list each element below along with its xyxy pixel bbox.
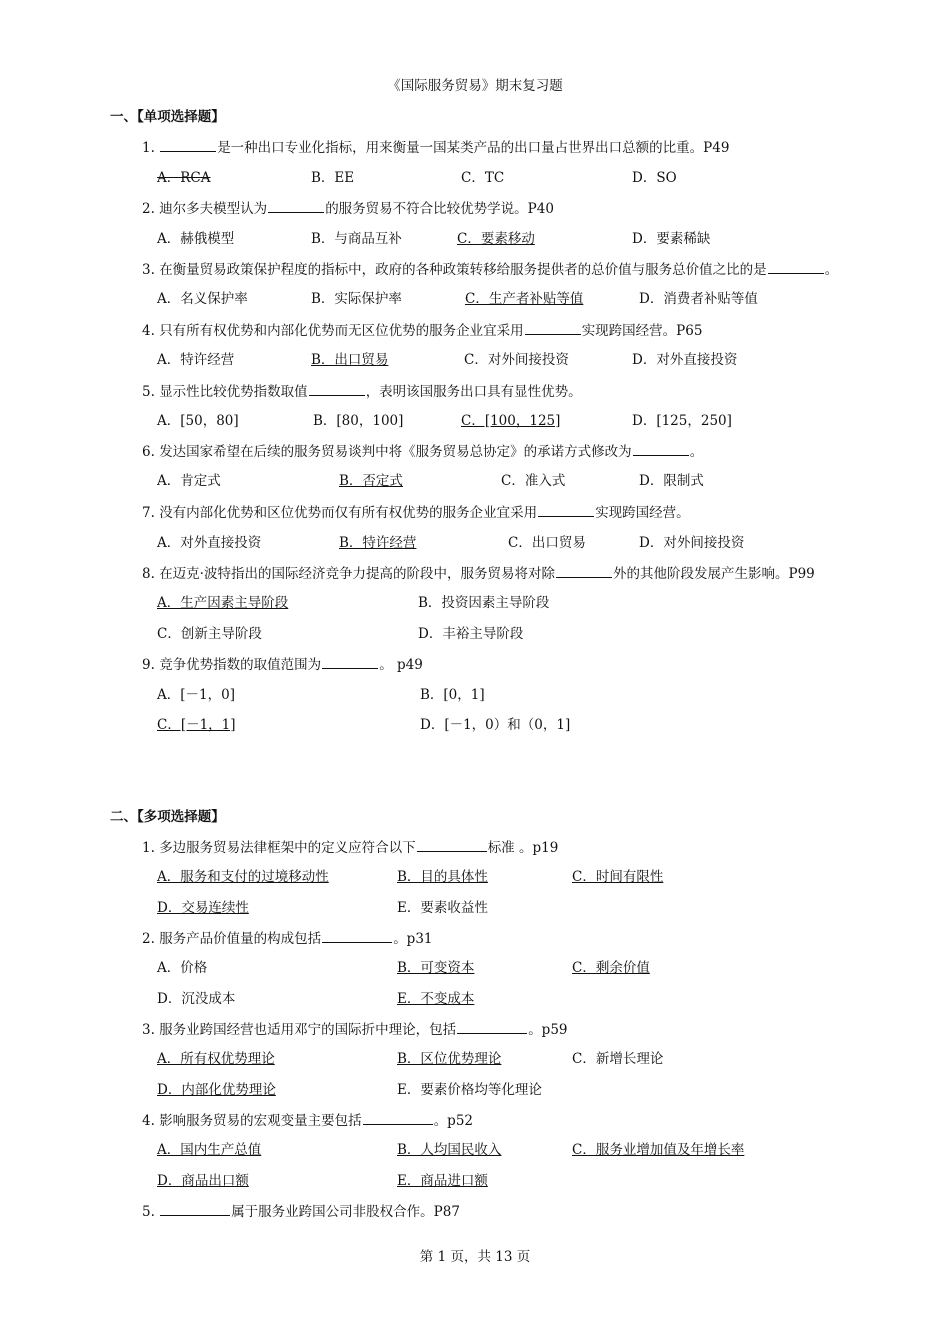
- question-multi-1: [142, 838, 558, 857]
- option-c: C．时间有限性: [572, 869, 664, 885]
- question-text-post: 。p31: [393, 931, 433, 947]
- options-row: [0, 534, 950, 552]
- option-b: B．出口贸易: [311, 352, 389, 368]
- option-c: C．服务业增加值及年增长率: [572, 1142, 745, 1158]
- options-row: [0, 230, 950, 248]
- question-single-7: [142, 503, 690, 522]
- question-single-8: [142, 564, 815, 583]
- answer-blank: [322, 655, 378, 669]
- option-d: D．对外直接投资: [632, 352, 738, 368]
- question-number: 2.: [142, 931, 155, 947]
- question-text-pre: 影响服务贸易的宏观变量主要包括: [159, 1113, 362, 1129]
- option-c: C．要素移动: [457, 231, 535, 247]
- option-a: A．名义保护率: [157, 291, 248, 307]
- option-a: A．服务和支付的过境移动性: [157, 869, 329, 885]
- option-d: D．限制式: [639, 473, 704, 489]
- options-row: [0, 472, 950, 490]
- question-text-pre: 服务业跨国经营也适用邓宁的国际折中理论，包括: [159, 1022, 457, 1038]
- option-c: C．[100，125]: [461, 413, 561, 429]
- question-single-3: [142, 260, 838, 279]
- option-d: D．内部化优势理论: [157, 1082, 276, 1098]
- option-c: C．[－1，1]: [157, 717, 236, 733]
- option-d: D．对外间接投资: [639, 535, 745, 551]
- option-b: B．可变资本: [397, 960, 475, 976]
- option-b: B．[0，1]: [420, 687, 485, 703]
- option-d: D．要素稀缺: [632, 231, 711, 247]
- question-text-pre: 服务产品价值量的构成包括: [159, 931, 322, 947]
- page-title: 《国际服务贸易》期末复习题: [387, 78, 563, 94]
- question-number: 9.: [142, 657, 155, 673]
- options-row: [0, 412, 950, 430]
- option-d: D．消费者补贴等值: [639, 291, 758, 307]
- option-a: A．特许经营: [157, 352, 235, 368]
- answer-blank: [309, 382, 365, 396]
- option-b: B．否定式: [339, 473, 403, 489]
- question-text-post: 。 p49: [379, 657, 423, 673]
- question-text-pre: 在衡量贸易政策保护程度的指标中，政府的各种政策转移给服务提供者的总价值与服务总价值之比的是: [159, 262, 767, 278]
- options-row: [0, 716, 950, 734]
- option-c: C．剩余价值: [572, 960, 650, 976]
- question-text-post: 标准 。p19: [487, 840, 559, 856]
- option-a: A．对外直接投资: [157, 535, 262, 551]
- option-b: B．投资因素主导阶段: [418, 595, 550, 611]
- options-row: [0, 1050, 950, 1068]
- question-text-pre: 竞争优势指数的取值范围为: [159, 657, 322, 673]
- option-d: D．[125，250]: [632, 413, 732, 429]
- option-b: B．特许经营: [339, 535, 417, 551]
- option-a: A．[－1，0]: [157, 687, 235, 703]
- question-number: 5.: [142, 384, 155, 400]
- option-a: A．RCA: [157, 170, 211, 186]
- question-text-post: 。p52: [433, 1113, 474, 1129]
- answer-blank: [768, 260, 824, 274]
- option-e: E．商品进口额: [397, 1173, 488, 1189]
- question-text-post: 实现跨国经营。P65: [581, 323, 703, 339]
- question-number: 3.: [142, 262, 155, 278]
- options-row: [0, 990, 950, 1008]
- option-a: A．生产因素主导阶段: [157, 595, 289, 611]
- option-b: B．区位优势理论: [397, 1051, 502, 1067]
- question-number: 7.: [142, 505, 155, 521]
- question-text-post: 外的其他阶段发展产生影响。P99: [612, 566, 815, 582]
- option-d: D．商品出口额: [157, 1173, 249, 1189]
- options-row: [0, 1172, 950, 1190]
- question-multi-5: [142, 1202, 460, 1221]
- question-text-post: 实现跨国经营。: [595, 505, 690, 521]
- question-text-pre: 显示性比较优势指数取值: [159, 384, 308, 400]
- question-number: 1.: [142, 840, 155, 856]
- question-text-pre: 只有所有权优势和内部化优势而无区位优势的服务企业宜采用: [159, 323, 524, 339]
- question-single-5: [142, 382, 582, 401]
- options-row: [0, 594, 950, 612]
- option-b: B．实际保护率: [311, 291, 402, 307]
- answer-blank: [363, 1111, 433, 1125]
- answer-blank: [160, 138, 216, 152]
- options-row: [0, 1081, 950, 1099]
- question-single-9: [142, 655, 423, 674]
- options-row: [0, 169, 950, 187]
- options-row: [0, 625, 950, 643]
- options-row: [0, 290, 950, 308]
- question-text-post: 。p59: [528, 1022, 568, 1038]
- option-d: D．沉没成本: [157, 991, 236, 1007]
- option-b: B．与商品互补: [311, 231, 402, 247]
- question-text-pre: 发达国家希望在后续的服务贸易谈判中将《服务贸易总协定》的承诺方式修改为: [159, 444, 632, 460]
- question-number: 4.: [142, 323, 155, 339]
- options-row: [0, 868, 950, 886]
- option-a: A．肯定式: [157, 473, 221, 489]
- option-e: E．要素价格均等化理论: [397, 1082, 542, 1098]
- option-c: C．生产者补贴等值: [465, 291, 584, 307]
- option-c: C．准入式: [501, 473, 566, 489]
- option-c: C．对外间接投资: [464, 352, 569, 368]
- question-number: 2.: [142, 201, 155, 217]
- option-a: A．国内生产总值: [157, 1142, 262, 1158]
- answer-blank: [633, 442, 689, 456]
- answer-blank: [268, 199, 324, 213]
- question-single-2: [142, 199, 554, 218]
- question-single-6: [142, 442, 703, 461]
- question-text-pre: 在迈克·波特指出的国际经济竞争力提高的阶段中，服务贸易将对除: [159, 566, 555, 582]
- answer-blank: [417, 838, 487, 852]
- question-number: 3.: [142, 1022, 155, 1038]
- question-number: 5.: [142, 1204, 155, 1220]
- question-text-post: 。: [824, 262, 839, 278]
- question-text-pre: 迪尔多夫模型认为: [159, 201, 268, 217]
- answer-blank: [457, 1020, 527, 1034]
- question-number: 6.: [142, 444, 155, 460]
- option-c: C．TC: [461, 170, 505, 186]
- options-row: [0, 1141, 950, 1159]
- option-d: D．丰裕主导阶段: [418, 626, 524, 642]
- option-c: C．出口贸易: [508, 535, 586, 551]
- question-text-post: 是一种出口专业化指标，用来衡量一国某类产品的出口量占世界出口总额的比重。P49: [217, 140, 730, 156]
- option-c: C．创新主导阶段: [157, 626, 262, 642]
- question-single-1: [142, 138, 729, 157]
- question-number: 8.: [142, 566, 155, 582]
- option-b: B．目的具体性: [397, 869, 488, 885]
- options-row: [0, 959, 950, 977]
- option-d: D．[－1，0）和（0，1]: [420, 717, 571, 733]
- option-a: A．价格: [157, 960, 208, 976]
- question-single-4: [142, 321, 702, 340]
- question-number: 1.: [142, 140, 155, 156]
- question-number: 4.: [142, 1113, 155, 1129]
- question-text-post: ，表明该国服务出口具有显性优势。: [365, 384, 582, 400]
- section-heading-multi: 二、【多项选择题】: [110, 809, 225, 825]
- options-row: [0, 686, 950, 704]
- question-text-pre: 没有内部化优势和区位优势而仅有所有权优势的服务企业宜采用: [159, 505, 538, 521]
- option-a: A．赫俄模型: [157, 231, 235, 247]
- option-b: B．EE: [311, 170, 355, 186]
- question-text-post: 的服务贸易不符合比较优势学说。P40: [325, 201, 554, 217]
- answer-blank: [556, 564, 612, 578]
- options-row: [0, 351, 950, 369]
- question-text-post: 。: [689, 444, 704, 460]
- option-d: D．交易连续性: [157, 900, 249, 916]
- option-b: B．[80，100]: [313, 413, 404, 429]
- section-heading-single: 一、【单项选择题】: [110, 109, 225, 125]
- options-row: [0, 899, 950, 917]
- question-multi-3: [142, 1020, 568, 1039]
- option-e: E．要素收益性: [397, 900, 488, 916]
- question-multi-4: [142, 1111, 473, 1130]
- question-text-post: 属于服务业跨国公司非股权合作。P87: [231, 1204, 460, 1220]
- option-b: B．人均国民收入: [397, 1142, 502, 1158]
- answer-blank: [538, 503, 594, 517]
- option-e: E．不变成本: [397, 991, 475, 1007]
- question-multi-2: [142, 929, 433, 948]
- option-a: A．[50，80]: [157, 413, 239, 429]
- option-a: A．所有权优势理论: [157, 1051, 275, 1067]
- answer-blank: [322, 929, 392, 943]
- question-text-pre: 多边服务贸易法律框架中的定义应符合以下: [159, 840, 416, 856]
- answer-blank: [160, 1202, 230, 1216]
- page-footer: 第 1 页，共 13 页: [419, 1249, 531, 1265]
- option-c: C．新增长理论: [572, 1051, 664, 1067]
- answer-blank: [525, 321, 581, 335]
- option-d: D．SO: [632, 170, 677, 186]
